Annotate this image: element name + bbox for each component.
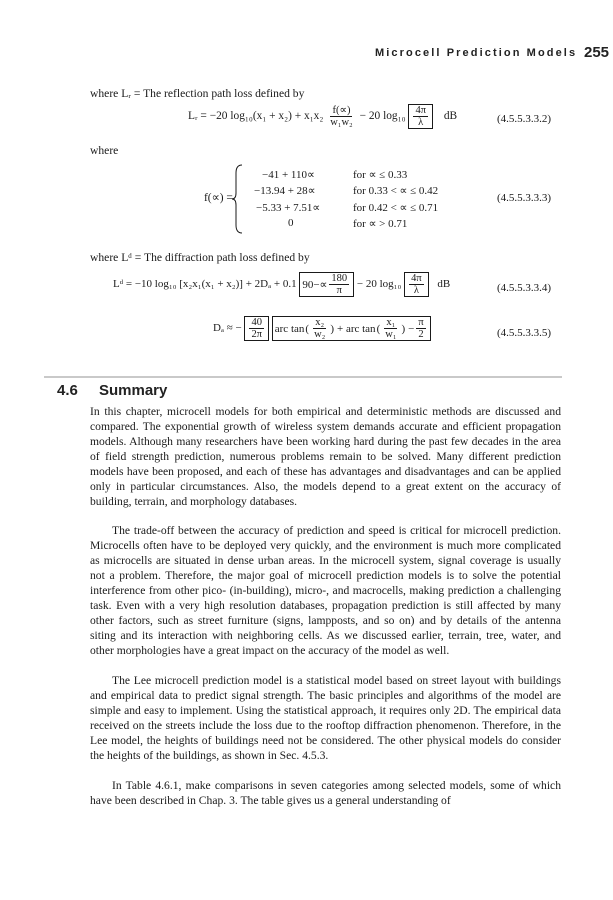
frac-numerator: 4π	[415, 105, 426, 116]
piecewise-lhs: f(∝) =	[204, 192, 233, 204]
eq-arctan-1: arc tan	[274, 322, 305, 335]
eq-bracket-2	[404, 272, 429, 297]
case-cond-3: for 0.42 < ∝ ≤ 0.71	[353, 202, 439, 214]
eq-fraction	[249, 317, 264, 340]
frac-numerator: 4π	[411, 273, 422, 284]
equation-number: (4.5.5.3.3.4)	[497, 282, 552, 294]
equation-diffraction-loss	[113, 272, 450, 297]
eq-middle: − 20 log₁₀	[359, 110, 406, 123]
frac-numerator: f(∝)	[332, 105, 351, 116]
piecewise-brace	[232, 163, 244, 235]
case-cond-1: for ∝ ≤ 0.33	[353, 169, 408, 181]
eq-paren-open: (	[376, 322, 381, 335]
paragraph: The Lee microcell prediction model is a statistical model based on street layout with buildings and empirical data to predict signal strength. The basic principles and algorithms of the model are simple and easy to implement. Using the statistical approach, it requires only 2D. The empirical data received on the streets include the loss due to the rooftop diffraction phenomenon. Therefore, in the Lee model, the heights of buildings need not be considered. The other physical models do consider the heights of the buildings, as shown in Sec. 4.5.3.	[90, 674, 561, 762]
frac-numerator: 40	[251, 317, 262, 328]
case-expr-2: −13.94 + 28∝	[254, 185, 316, 197]
eq-bracket	[408, 104, 433, 129]
frac-denominator: λ	[413, 285, 419, 296]
case-expr-4: 0	[288, 217, 294, 229]
eq-unit: dB	[443, 110, 458, 123]
eq-paren-open: (	[305, 322, 310, 335]
eq-bracket	[244, 316, 269, 341]
eq-lhs: Dₐ ≈ −	[213, 322, 242, 335]
equation-intro-diffraction: where Lᵈ = The diffraction path loss defined by	[90, 251, 310, 264]
running-title: Microcell Prediction Models	[375, 47, 578, 59]
where-label: where	[90, 144, 119, 157]
eq-fraction-x2	[312, 317, 327, 340]
eq-paren-close: )	[401, 322, 406, 335]
frac-denominator: w₁	[385, 329, 397, 340]
eq-middle: − 20 log₁₀	[356, 278, 402, 291]
eq-bracket	[299, 272, 354, 297]
frac-numerator: x₂	[315, 317, 325, 328]
case-expr-3: −5.33 + 7.51∝	[256, 202, 321, 214]
frac-denominator: λ	[418, 117, 424, 128]
equation-number: (4.5.5.3.3.5)	[497, 327, 552, 339]
equation-diffraction-coefficient	[213, 316, 431, 341]
frac-denominator: w₂	[314, 329, 326, 340]
case-cond-2: for 0.33 < ∝ ≤ 0.42	[353, 185, 439, 197]
case-expr-1: −41 + 110∝	[262, 169, 315, 181]
equation-reflection-loss	[188, 104, 457, 129]
eq-lhs: Lᵣ = −20 log₁₀(x₁ + x₂) + x₁x₂	[188, 110, 324, 123]
eq-bracket-2	[272, 316, 431, 341]
frac-denominator: w₁w₂	[330, 117, 353, 128]
equation-number: (4.5.5.3.3.2)	[497, 113, 552, 125]
equation-number: (4.5.5.3.3.3)	[497, 192, 552, 204]
eq-fraction-x1	[383, 317, 398, 340]
section-number: 4.6	[57, 382, 78, 399]
frac-numerator: x₁	[386, 317, 396, 328]
eq-bracket-pre: 90−∝	[302, 279, 328, 291]
eq-fraction-2	[409, 273, 424, 296]
frac-numerator: π	[418, 317, 424, 328]
frac-denominator: 2	[418, 329, 424, 340]
section-title: Summary	[99, 382, 168, 399]
equation-intro-reflection: where Lᵣ = The reflection path loss defined by	[90, 87, 305, 100]
frac-numerator: 180	[331, 273, 348, 284]
eq-lhs: Lᵈ = −10 log₁₀ [x₂x₁(x₁ + x₂)] + 2Dₐ + 0.1	[113, 278, 297, 291]
eq-fraction	[328, 105, 355, 128]
eq-fraction-pi	[416, 317, 425, 340]
paragraph: In this chapter, microcell models for both empirical and deterministic methods are discussed and compared. The exponential growth of wireless system demands accurate and efficient propagation models. Although many researchers have been working hard during the past few decades in the area of field strength prediction, numerous problems remain to be solved. Many different prediction models have been proposed, and each of these has advantages and disadvantages and can be applied only in particular circumstances. Also, the models depend to a great extent on the accuracy of building, terrain, and morphology databases.	[90, 405, 561, 508]
eq-fraction	[329, 273, 349, 296]
eq-unit: dB	[437, 278, 451, 291]
paragraph: In Table 4.6.1, make comparisons in seven categories among selected models, some of which have been described in Chap. 3. The table gives us a general understanding of	[90, 779, 561, 807]
frac-denominator: π	[336, 285, 342, 296]
eq-minus: −	[408, 322, 415, 335]
frac-denominator: 2π	[251, 329, 263, 340]
section-rule	[44, 376, 562, 378]
eq-fraction-2	[413, 105, 428, 128]
paragraph: The trade-off between the accuracy of prediction and speed is critical for microcell prediction. Microcells often have to be deployed very quickly, and the environment is much more complicated as microcells are situated in dense urban areas. In the microcell system, signal coverage is usually not a problem. Therefore, the major goal of microcell prediction models is to solve the potential interference from other pico- (in-building), micro-, and macrocells, making prediction a challenging task. Even with a very high resolution databases, propagation prediction is still affected by many other factors, such as street furniture (signs, lampposts, and so on) and by details of the antenna siting and its interaction with neighboring cells. As we discussed earlier, terrain, tree, water, and other morphologies have a great impact on the accuracy of the model as well.	[90, 524, 561, 657]
case-cond-4: for ∝ > 0.71	[353, 218, 408, 230]
page-number: 255	[584, 44, 610, 61]
eq-paren-close: )	[330, 322, 334, 335]
eq-arctan-2: + arc tan	[336, 322, 376, 335]
